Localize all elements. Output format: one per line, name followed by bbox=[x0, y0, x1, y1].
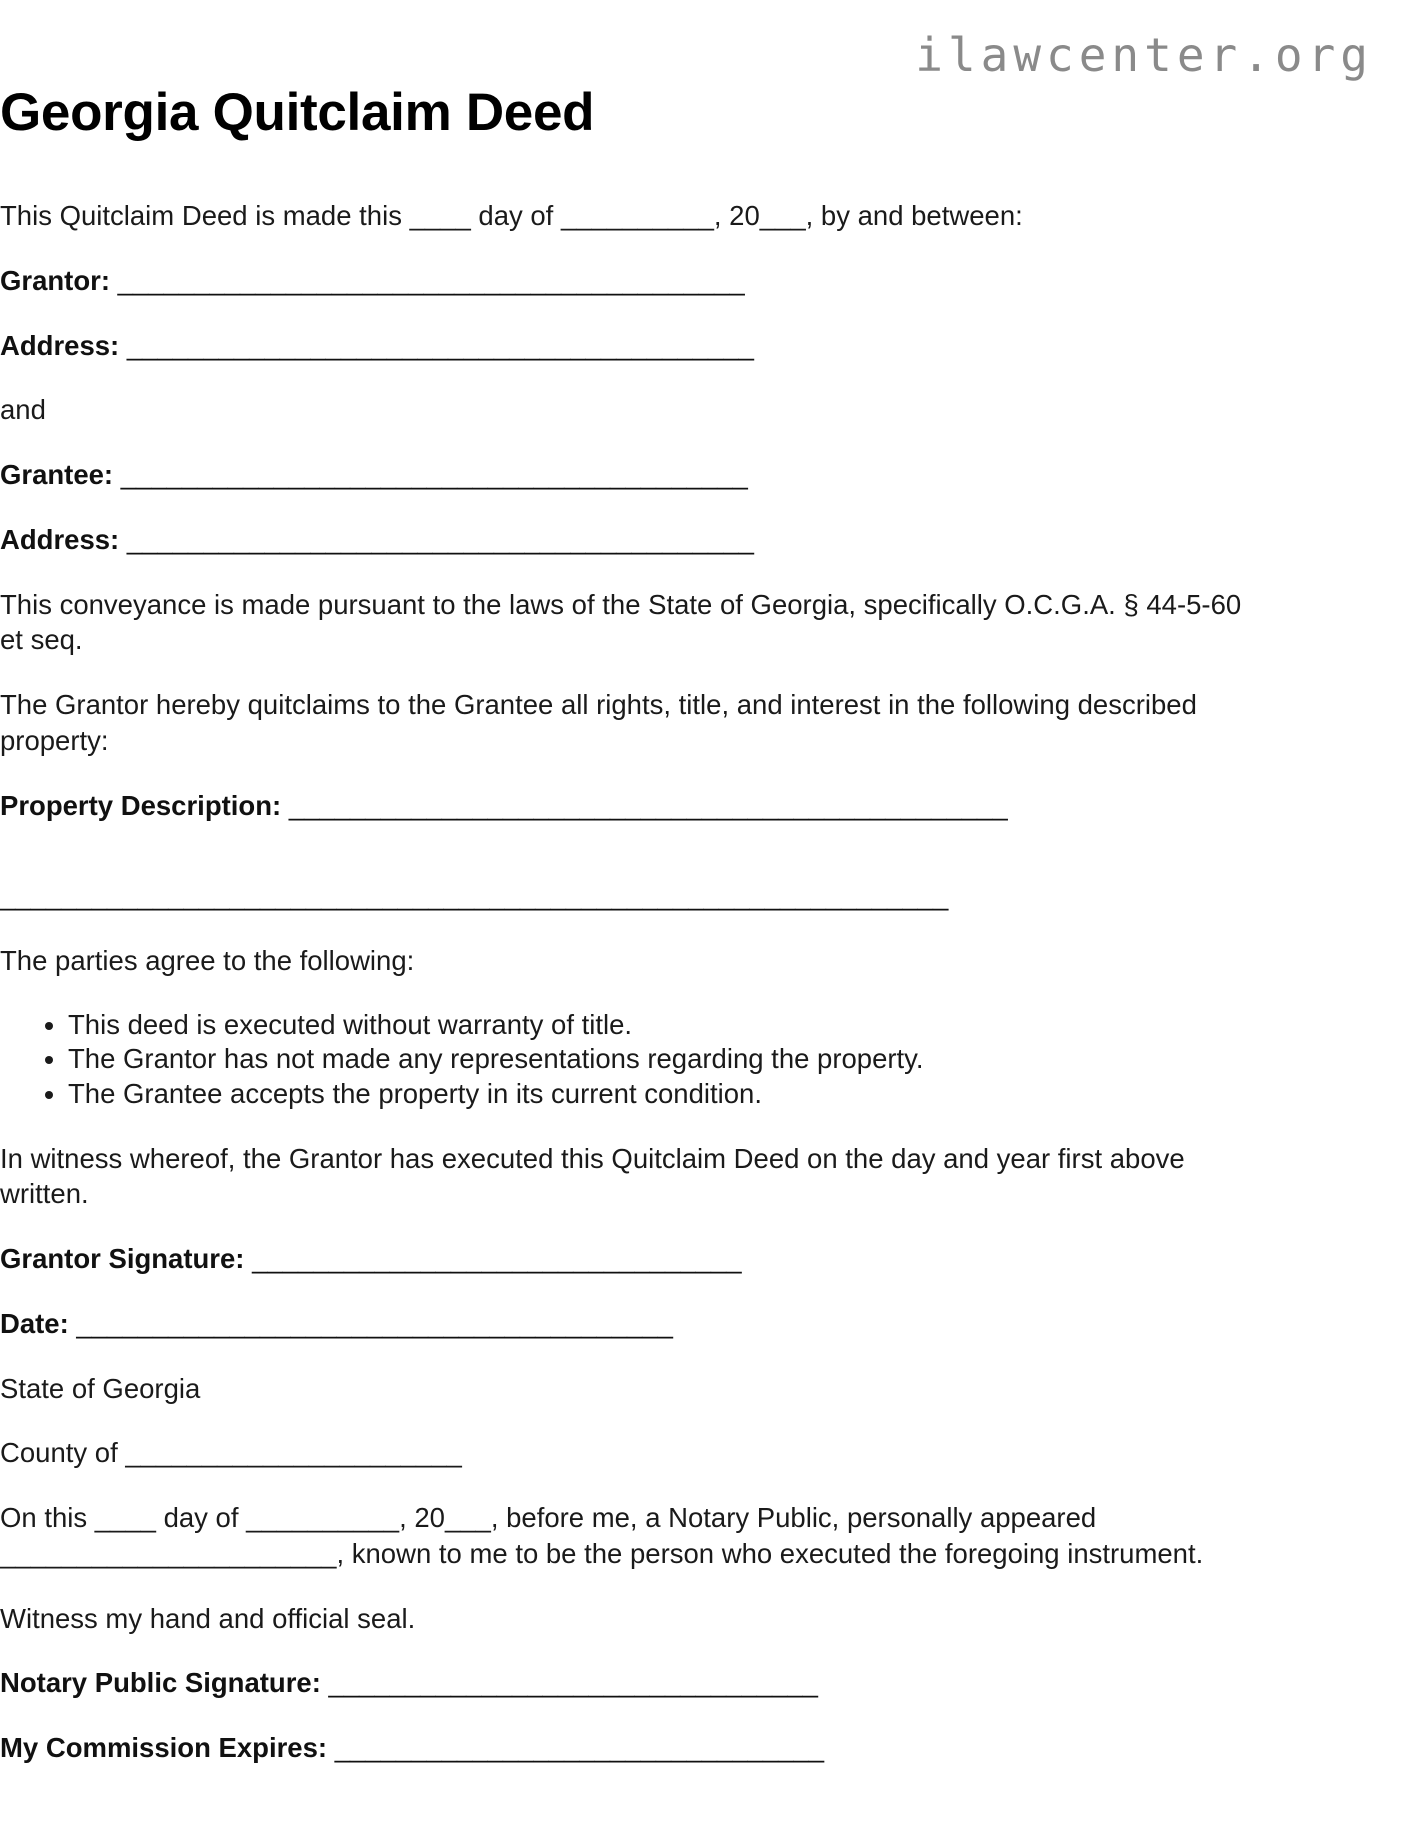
notary-acknowledgment bbox=[0, 1500, 1258, 1572]
page-title: Georgia Quitclaim Deed bbox=[0, 83, 595, 142]
property-description-label: Property Description: bbox=[0, 789, 282, 821]
notary-ack-line1: On this ____ day of __________, 20___, before me, a Notary Public, personally appeared bbox=[0, 1502, 1097, 1534]
site-watermark: ilawcenter.org bbox=[915, 28, 1373, 82]
grantor-label: Grantor: bbox=[0, 264, 110, 296]
grantor-signature-field bbox=[0, 1241, 1258, 1277]
witness-paragraph: In witness whereof, the Grantor has executed this Quitclaim Deed on the day and year first above written. bbox=[0, 1142, 1185, 1210]
grantor-address-blank[interactable]: _________________________________________ bbox=[126, 329, 754, 361]
grantee-address-blank[interactable]: _________________________________________ bbox=[126, 523, 754, 555]
county-blank[interactable]: ______________________ bbox=[125, 1437, 462, 1469]
parties-agree-intro: The parties agree to the following: bbox=[0, 945, 415, 976]
date-label: Date: bbox=[0, 1307, 69, 1339]
grantee-address-label: Address: bbox=[0, 523, 120, 555]
list-item: • The Grantor has not made any representations regarding the property. bbox=[68, 1042, 1258, 1077]
grantor-field bbox=[0, 263, 1258, 299]
grantor-signature-label: Grantor Signature: bbox=[0, 1243, 245, 1275]
document-body bbox=[0, 198, 1258, 1795]
grantor-address-label: Address: bbox=[0, 329, 120, 361]
grantee-field bbox=[0, 457, 1258, 493]
list-item: • This deed is executed without warranty of title. bbox=[68, 1008, 1258, 1043]
list-item: • The Grantee accepts the property in its current condition. bbox=[68, 1077, 1258, 1112]
notary-signature-blank[interactable]: ________________________________ bbox=[328, 1667, 818, 1699]
quitclaim-paragraph: The Grantor hereby quitclaims to the Grantee all rights, title, and interest in the following described property: bbox=[0, 689, 1197, 756]
grantee-blank[interactable]: _________________________________________ bbox=[120, 459, 748, 490]
grantee-label: Grantee: bbox=[0, 459, 114, 490]
date-field bbox=[0, 1306, 1258, 1342]
grantee-address-field bbox=[0, 522, 1258, 558]
county-field bbox=[0, 1435, 1258, 1471]
property-description-field bbox=[0, 788, 1258, 824]
commission-expires-field bbox=[0, 1730, 1258, 1766]
date-blank[interactable]: _______________________________________ bbox=[76, 1307, 673, 1339]
notary-ack-line2: , known to me to be the person who executed the foregoing instrument. bbox=[336, 1537, 1204, 1569]
intro-paragraph: This Quitclaim Deed is made this ____ day of __________, 20___, by and between: bbox=[0, 200, 1023, 231]
grantor-blank[interactable]: _________________________________________ bbox=[117, 264, 745, 296]
spacer bbox=[0, 852, 1258, 878]
and-connector: and bbox=[0, 394, 46, 426]
commission-expires-blank[interactable]: ________________________________ bbox=[334, 1732, 825, 1764]
grantor-address-field bbox=[0, 328, 1258, 364]
agreements-list bbox=[0, 1008, 1258, 1112]
notary-ack-blank[interactable]: ______________________ bbox=[0, 1537, 337, 1569]
state-line: State of Georgia bbox=[0, 1372, 201, 1404]
commission-expires-label: My Commission Expires: bbox=[0, 1732, 328, 1764]
seal-line: Witness my hand and official seal. bbox=[0, 1602, 416, 1634]
grantor-signature-blank[interactable]: ________________________________ bbox=[252, 1243, 742, 1275]
notary-signature-field bbox=[0, 1665, 1258, 1701]
conveyance-paragraph: This conveyance is made pursuant to the laws of the State of Georgia, specifically O.C.G.A. § 44-5-60 et seq. bbox=[0, 588, 1242, 656]
notary-signature-label: Notary Public Signature: bbox=[0, 1667, 321, 1699]
county-label: County of bbox=[0, 1437, 126, 1469]
property-description-line2[interactable]: ______________________________________________________________ bbox=[0, 880, 949, 912]
property-description-blank[interactable]: _______________________________________________ bbox=[288, 789, 1008, 821]
